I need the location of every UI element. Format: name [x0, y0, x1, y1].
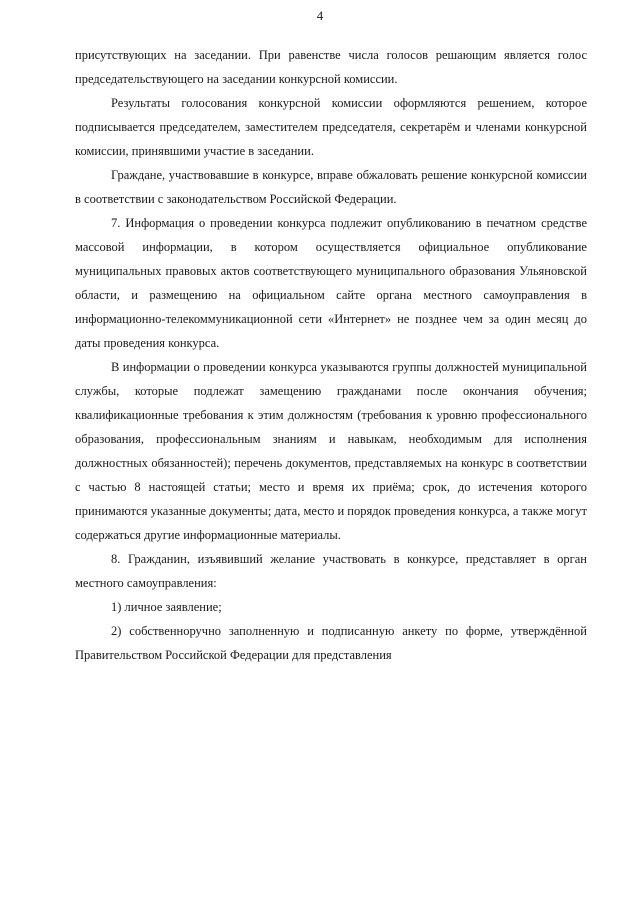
paragraph-item-7: 7. Информация о проведении конкурса подлежит опубликованию в печатном средстве массовой информации, в котором осуществляется официальное опубликование муниципальных правовых актов соответствующего муниципального образования Ульяновской области, и размещению на официальном сайте органа местного самоуправления в информационно-телекоммуникационной сети «Интернет» не позднее чем за один месяц до даты проведения конкурса. — [75, 216, 587, 350]
list-item-1: 1) личное заявление; — [111, 600, 222, 614]
paragraph-appeal-right: Граждане, участвовавшие в конкурсе, вправе обжаловать решение конкурсной комиссии в соответствии с законодательством Российской Федерации. — [75, 168, 587, 206]
paragraph-continuation: присутствующих на заседании. При равенстве числа голосов решающим является голос председательствующего на заседании конкурсной комиссии. — [75, 48, 587, 86]
paragraph-competition-info: В информации о проведении конкурса указываются группы должностей муниципальной службы, которые подлежат замещению гражданами после окончания обучения; квалификационные требования к этим должностям (требования к уровню профессионального образования, профессиональным знаниям и навыкам, необходимым для исполнения должностных обязанностей); перечень документов, представляемых на конкурс в соответствии с частью 8 настоящей статьи; место и время их приёма; срок, до истечения которого принимаются указанные документы; дата, место и порядок проведения конкурса, а также могут содержаться другие информационные материалы. — [75, 360, 587, 542]
document-body — [75, 43, 587, 667]
page-number: 4 — [316, 8, 324, 23]
list-item-2: 2) собственноручно заполненную и подписанную анкету по форме, утверждённой Правительством Российской Федерации для представления — [75, 624, 587, 662]
paragraph-item-8: 8. Гражданин, изъявивший желание участвовать в конкурсе, представляет в орган местного самоуправления: — [75, 552, 587, 590]
paragraph-voting-results: Результаты голосования конкурсной комиссии оформляются решением, которое подписывается председателем, заместителем председателя, секретарём и членами конкурсной комиссии, принявшими участие в заседании. — [75, 96, 587, 158]
